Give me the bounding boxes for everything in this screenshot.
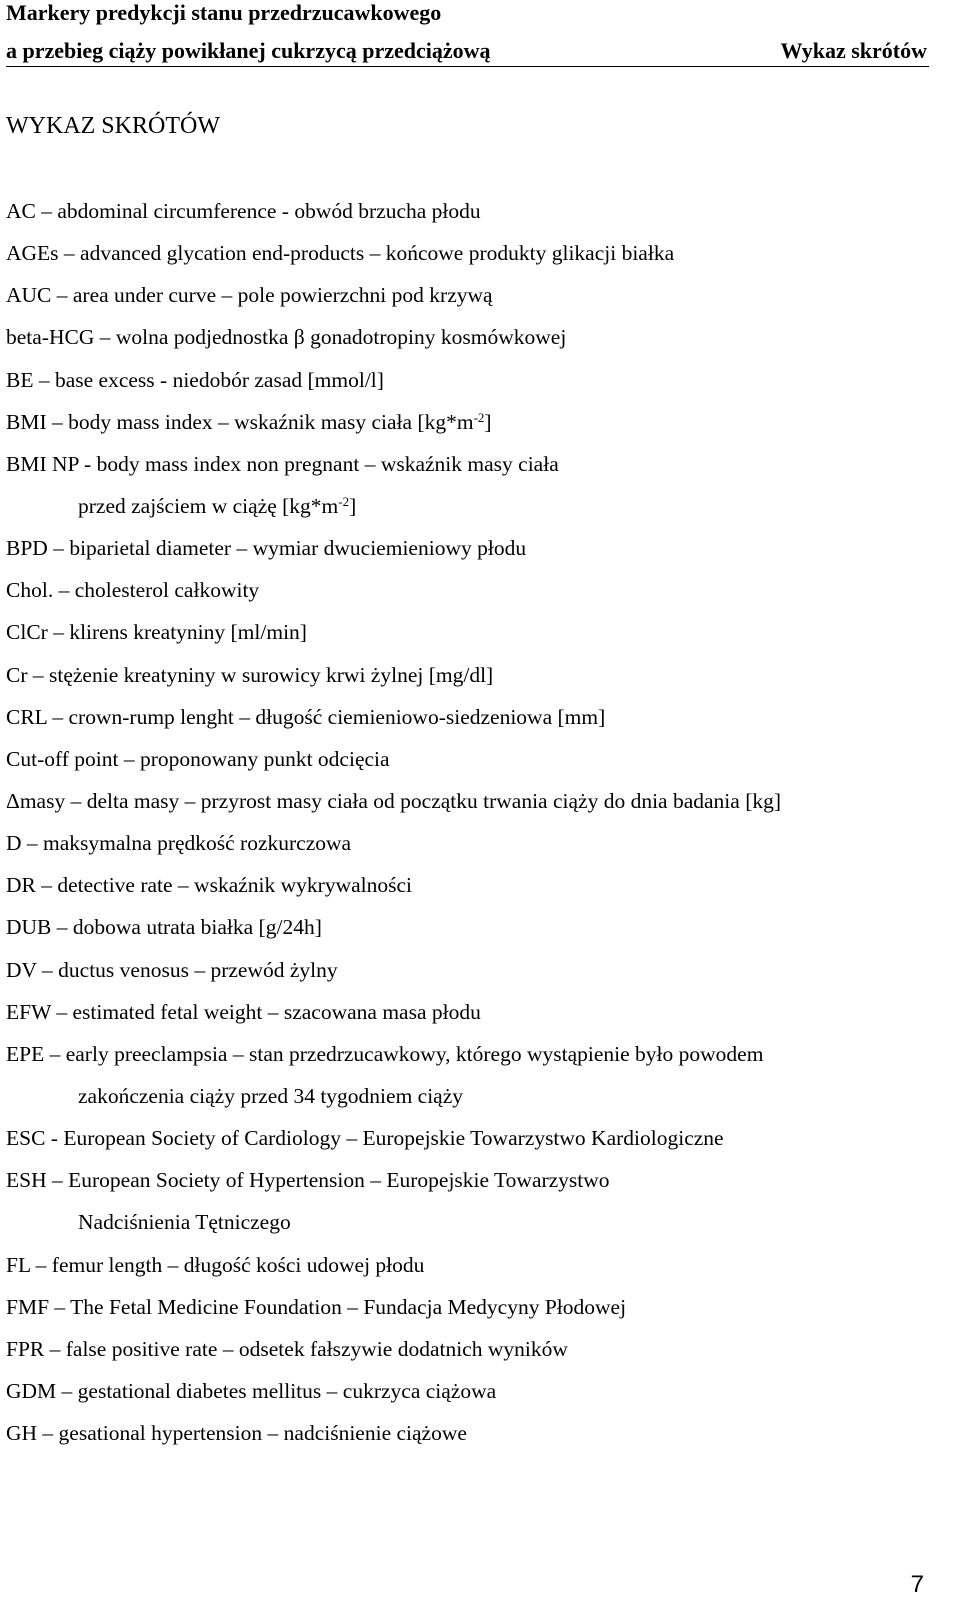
abbreviation-dr: DR – detective rate – wskaźnik wykrywalności [6, 873, 412, 898]
abbreviation-auc: AUC – area under curve – pole powierzchni pod krzywą [6, 283, 493, 308]
abbreviation-epe-continued: zakończenia ciąży przed 34 tygodniem ciąży [78, 1083, 464, 1108]
closing-bracket: ] [349, 493, 357, 518]
abbreviation-bmi-text: BMI – body mass index – wskaźnik masy ciała [kg*m [6, 409, 474, 434]
abbreviation-cut-off-point: Cut-off point – proponowany punkt odcięcia [6, 746, 390, 771]
closing-bracket: ] [484, 409, 492, 434]
abbreviation-be: BE – base excess - niedobór zasad [mmol/l] [6, 367, 384, 392]
abbreviation-gdm: GDM – gestational diabetes mellitus – cukrzyca ciążowa [6, 1378, 497, 1403]
abbreviation-cr: Cr – stężenie kreatyniny w surowicy krwi żylnej [mg/dl] [6, 662, 494, 687]
abbreviation-clcr: ClCr – klirens kreatyniny [ml/min] [6, 620, 307, 645]
abbreviation-fl: FL – femur length – długość kości udowej płodu [6, 1252, 425, 1277]
abbreviation-delta-masy: Δmasy – delta masy – przyrost masy ciała od początku trwania ciąży do dnia badania [kg] [6, 788, 782, 813]
page-title: WYKAZ SKRÓTÓW [6, 113, 220, 139]
abbreviation-chol: Chol. – cholesterol całkowity [6, 578, 260, 603]
abbreviation-ages: AGEs – advanced glycation end-products – końcowe produkty glikacji białka [6, 241, 675, 266]
abbreviation-crl: CRL – crown-rump lenght – długość ciemieniowo-siedzeniowa [mm] [6, 704, 606, 729]
abbreviation-bmi-np: BMI NP - body mass index non pregnant – wskaźnik masy ciała [6, 451, 559, 476]
abbreviation-dub: DUB – dobowa utrata białka [g/24h] [6, 915, 322, 940]
abbreviation-bpd: BPD – biparietal diameter – wymiar dwuciemieniowy płodu [6, 536, 527, 561]
abbreviation-dv: DV – ductus venosus – przewód żylny [6, 957, 338, 982]
abbreviation-esc: ESC - European Society of Cardiology – Europejskie Towarzystwo Kardiologiczne [6, 1126, 724, 1151]
superscript-exponent: -2 [338, 493, 350, 509]
abbreviation-efw: EFW – estimated fetal weight – szacowana masa płodu [6, 999, 481, 1024]
header-title-line-2: a przebieg ciąży powikłanej cukrzycą przedciążową [6, 38, 491, 63]
abbreviation-esh-continued: Nadciśnienia Tętniczego [78, 1210, 291, 1235]
abbreviation-beta-hcg: beta-HCG – wolna podjednostka β gonadotropiny kosmówkowej [6, 325, 567, 350]
abbreviation-fpr: FPR – false positive rate – odsetek fałszywie dodatnich wyników [6, 1336, 568, 1361]
abbreviation-bmi-np-continued-text: przed zajściem w ciążę [kg*m [78, 493, 339, 518]
page-number: 7 [910, 1571, 924, 1598]
superscript-exponent: -2 [473, 409, 485, 425]
abbreviation-bmi-np-continued [6, 490, 936, 532]
running-header [6, 0, 929, 67]
abbreviation-ac: AC – abdominal circumference - obwód brzucha płodu [6, 199, 481, 223]
abbreviation-list [6, 195, 936, 1459]
abbreviation-epe: EPE – early preeclampsia – stan przedrzucawkowy, którego wystąpienie było powodem [6, 1041, 764, 1066]
abbreviation-fmf: FMF – The Fetal Medicine Foundation – Fundacja Medycyny Płodowej [6, 1294, 627, 1319]
abbreviation-gh: GH – gesational hypertension – nadciśnienie ciążowe [6, 1421, 467, 1446]
abbreviation-bmi [6, 406, 936, 448]
abbreviation-esh: ESH – European Society of Hypertension – Europejskie Towarzystwo [6, 1168, 610, 1193]
header-title-line-1: Markery predykcji stanu przedrzucawkowego [6, 0, 442, 25]
header-section-label: Wykaz skrótów [780, 38, 927, 63]
abbreviation-d: D – maksymalna prędkość rozkurczowa [6, 831, 352, 856]
